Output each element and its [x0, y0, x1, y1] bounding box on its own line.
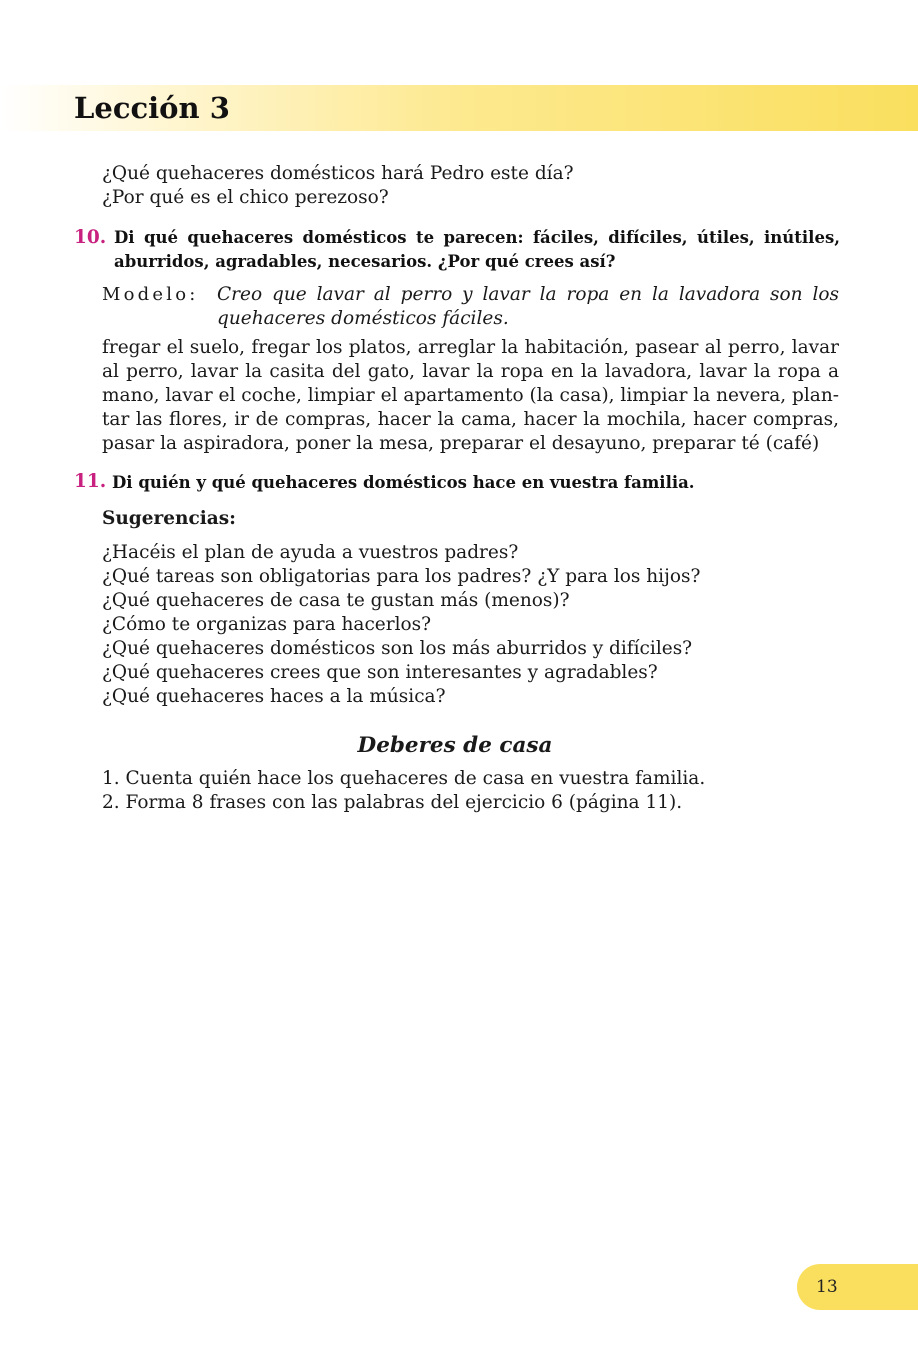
suggestion-question: ¿Cómo te organizas para hacerlos?: [102, 614, 432, 635]
suggestion-question: ¿Qué quehaceres crees que son interesantes y agradables?: [102, 662, 658, 683]
suggestion-question: ¿Hacéis el plan de ayuda a vuestros padres?: [102, 542, 519, 563]
homework-list: [102, 767, 705, 815]
exercise-11-number: 11.: [74, 471, 107, 492]
intro-question: ¿Por qué es el chico perezoso?: [102, 187, 389, 208]
exercise-11-instruction: Di quién y qué quehaceres domésticos hace en vuestra familia.: [112, 473, 695, 492]
homework-item: 2. Forma 8 frases con las palabras del ejercicio 6 (página 11).: [102, 792, 683, 813]
homework-item: 1. Cuenta quién hace los quehaceres de casa en vuestra familia.: [102, 768, 706, 789]
exercise-10-instruction: Di qué quehaceres domésticos te parecen: fáciles, difíciles, útiles, inútiles, aburridos, agradables, necesarios. ¿Por qué crees así?: [114, 228, 840, 271]
model-text: Creo que lavar al perro y lavar la ropa en la lavadora son los quehaceres domésticos fáciles.: [217, 284, 839, 329]
suggestion-question: ¿Qué quehaceres haces a la música?: [102, 686, 446, 707]
model-label: Modelo:: [102, 284, 199, 305]
suggestion-question: ¿Qué tareas son obligatorias para los padres? ¿Y para los hijos?: [102, 566, 701, 587]
suggestion-question: ¿Qué quehaceres de casa te gustan más (menos)?: [102, 590, 570, 611]
chores-word-list: fregar el suelo, fregar los platos, arreglar la habitación, pasear al perro, lavar al perro, lavar la casita del gato, lavar la ropa en la lavadora, lavar la ropa a mano, lavar el coche, limpiar el apartamento (la casa), limpiar la nevera, plan-tar las flores, ir de compras, hacer la cama, hacer la mochila, hacer compras, pasar la aspiradora, poner la mesa, preparar el desayuno, preparar té (café): [102, 337, 839, 454]
suggestion-questions: [102, 541, 700, 709]
homework-title: Deberes de casa: [357, 733, 553, 758]
suggestions-heading: Sugerencias:: [102, 508, 237, 529]
lesson-title: Lección 3: [74, 91, 230, 125]
exercise-10-number: 10.: [74, 227, 107, 248]
intro-questions: [102, 162, 574, 210]
intro-question: ¿Qué quehaceres domésticos hará Pedro este día?: [102, 163, 574, 184]
page-number: 13: [816, 1277, 838, 1297]
suggestion-question: ¿Qué quehaceres domésticos son los más aburridos y difíciles?: [102, 638, 693, 659]
